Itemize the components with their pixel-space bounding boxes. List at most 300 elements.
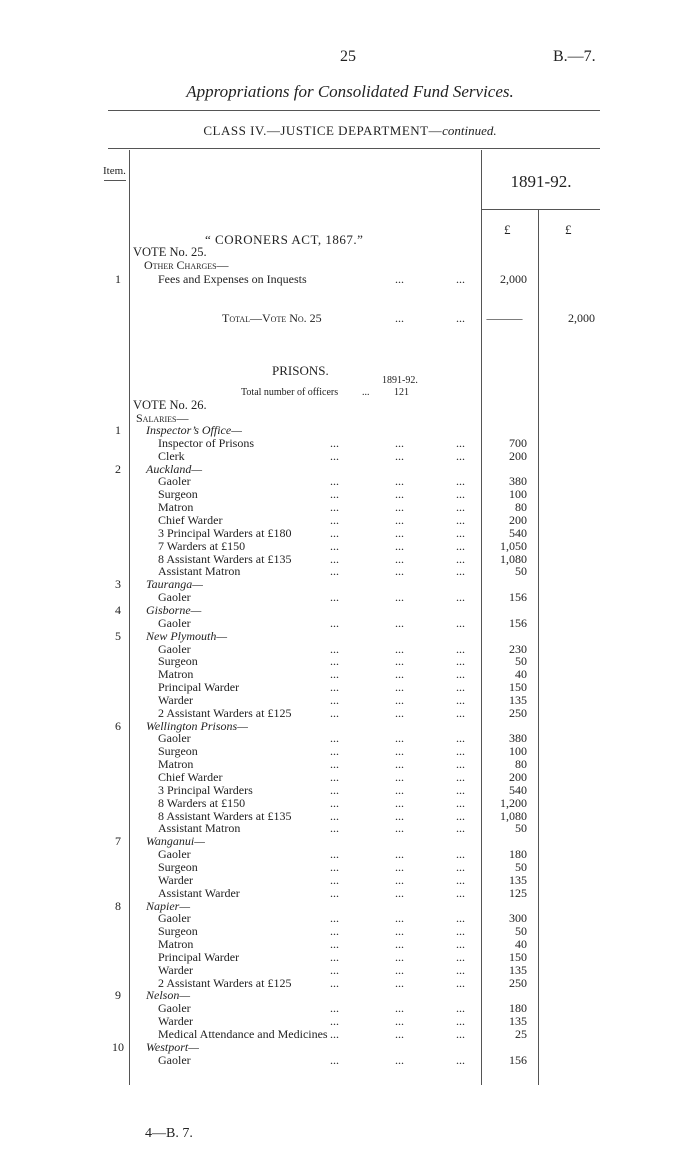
leader-dots: ... [330,538,339,553]
class-heading-main: CLASS IV.—JUSTICE DEPARTMENT— [203,123,443,138]
leader-dots: ... [456,872,465,887]
leader-dots: ... [456,975,465,990]
row-label: 8 Assistant Warders at £135 [158,551,292,566]
leader-dots: ... [330,782,339,797]
row-amount: 380 [509,474,527,489]
row-amount: 135 [509,962,527,977]
table-row [0,951,700,964]
leader-dots: ... [395,744,404,759]
row-amount: 80 [515,757,527,772]
leader-dots: ... [330,551,339,566]
row-amount: 230 [509,641,527,656]
row-label: Gaoler [158,847,191,862]
leader-dots: ... [395,500,404,515]
row-label: Fees and Expenses on Inquests [158,272,307,286]
row-amount: 180 [509,1001,527,1016]
leader-dots: ... [330,1001,339,1016]
leader-dots: ... [395,1052,404,1067]
total-label: Total—Vote No. 25 [222,311,322,325]
station-subheading [0,989,700,1002]
row-label: Surgeon [158,859,198,874]
row-amount: 200 [509,513,527,527]
row-label: Warder [158,692,194,707]
leader-dots: ... [395,564,404,579]
item-number: 2 [115,461,121,476]
row-amount: 50 [515,654,527,669]
leader-dots: ... [330,448,339,463]
row-amount: 50 [515,564,527,579]
leader-dots: ... [395,1027,404,1041]
row-label: Surgeon [158,744,198,759]
vote-25-label: VOTE No. 25. [133,245,207,259]
item-number: 8 [115,898,121,913]
total-amount: 2,000 [568,311,595,325]
item-number: 3 [115,577,121,592]
station-name: Wanganui— [146,834,205,849]
row-amount: 135 [509,692,527,707]
leader-dots: ... [330,435,339,450]
station-subheading [0,578,700,591]
row-amount: 250 [509,705,527,720]
table-row [0,1002,700,1015]
leader-dots: ... [395,538,404,553]
table-row [0,540,700,553]
row-label: Chief Warder [158,513,223,527]
row-label: Gaoler [158,641,191,656]
officers-count: 121 [394,387,409,398]
station-subheading [0,424,700,437]
leader-dots: ... [395,435,404,450]
table-row [0,1028,700,1041]
leader-dots: ... [456,808,465,823]
row-amount: 380 [509,731,527,746]
row-label: Warder [158,872,194,887]
leader-dots: ... [456,487,465,502]
item-number: 1 [115,272,121,286]
row-amount: 100 [509,744,527,759]
leader-dots: ... [456,795,465,810]
leader-dots: ... [456,770,465,784]
leader-dots: ... [456,782,465,797]
row-amount: 100 [509,487,527,502]
item-number: 9 [115,988,121,1003]
leader-dots: ... [330,770,339,784]
table-row [0,977,700,990]
row-amount: 2,000 [500,272,527,286]
row-amount: 150 [509,680,527,694]
row-label: Gaoler [158,474,191,489]
leader-dots: ... [330,1052,339,1067]
leader-dots: ... [395,1001,404,1016]
coroners-heading: “ CORONERS ACT, 1867.” [205,232,364,247]
leader-dots: ... [395,525,404,540]
table-row [0,861,700,874]
row-amount: 300 [509,911,527,926]
row-amount: 125 [509,885,527,900]
leader-dots: ... [330,924,339,939]
row-amount: 25 [515,1027,527,1041]
leader-dots: ... [456,525,465,540]
leader-dots: ... [395,311,404,325]
leader-dots: ... [395,641,404,656]
leader-dots: ... [330,692,339,707]
row-amount: 1,050 [500,538,527,553]
table-row [0,617,700,630]
other-charges-label: Other Charges— [144,258,229,272]
table-row [0,912,700,925]
row-label: Principal Warder [158,949,240,964]
table-row [0,437,700,450]
row-amount: 156 [509,1052,527,1067]
leader-dots: ... [456,1014,465,1029]
vote-26-label: VOTE No. 26. [133,398,207,412]
leader-dots: ... [330,564,339,579]
table-row [0,553,700,566]
row-label: 8 Assistant Warders at £135 [158,808,292,823]
table-row [0,591,700,604]
page-title: Appropriations for Consolidated Fund Services. [186,82,514,101]
salaries-label: Salaries— [136,411,189,425]
row-label: Gaoler [158,1001,191,1016]
item-header-rule [104,180,126,181]
row-amount: 540 [509,782,527,797]
leader-dots: ... [395,795,404,810]
row-amount: 700 [509,435,527,450]
row-label: 2 Assistant Warders at £125 [158,975,292,990]
leader-dots: ... [330,731,339,746]
leader-dots: ... [456,937,465,951]
leader-dots: ... [456,311,465,325]
leader-dots: ... [330,525,339,540]
leader-dots: ... [395,949,404,964]
table-row [0,681,700,694]
leader-dots: ... [456,513,465,527]
leader-dots: ... [456,474,465,489]
table-row [0,822,700,835]
table-row [0,565,700,578]
row-label: Principal Warder [158,680,240,694]
page-footer: 4—B. 7. [145,1126,193,1141]
leader-dots: ... [395,513,404,527]
leader-dots: ... [395,667,404,682]
leader-dots: ... [395,551,404,566]
coroners-item-row [0,273,700,286]
row-label: Gaoler [158,1052,191,1067]
row-amount: 250 [509,975,527,990]
leader-dots: ... [395,962,404,977]
row-label: 2 Assistant Warders at £125 [158,705,292,720]
station-subheading [0,463,700,476]
leader-dots: ... [456,272,465,286]
row-amount: 135 [509,872,527,887]
year-column-header: 1891-92. [510,172,572,191]
leader-dots: ... [395,757,404,772]
leader-dots: ... [330,757,339,772]
title-rule [108,110,600,111]
leader-dots: ... [330,808,339,823]
leader-dots: ... [395,590,404,605]
leader-dots: ... [330,615,339,630]
row-amount: 135 [509,1014,527,1029]
leader-dots: ... [456,692,465,707]
leader-dots: ... [330,500,339,515]
leader-dots: ... [330,641,339,656]
table-row [0,771,700,784]
leader-dots: ... [330,1027,339,1041]
leader-dots: ... [456,911,465,926]
row-label: Matron [158,667,194,682]
row-label: Inspector of Prisons [158,435,254,450]
table-row [0,527,700,540]
leader-dots: ... [456,821,465,836]
row-label: 3 Principal Warders [158,782,253,797]
table-row [0,848,700,861]
leader-dots: ... [456,435,465,450]
row-amount: 200 [509,770,527,784]
leader-dots: ... [330,680,339,694]
row-label: Warder [158,962,194,977]
leader-dots: ... [456,847,465,862]
item-number: 6 [115,718,121,733]
row-amount: 50 [515,821,527,836]
row-label: Gaoler [158,731,191,746]
station-subheading [0,1041,700,1054]
table-row [0,810,700,823]
row-label: Gaoler [158,615,191,630]
leader-dots: ... [395,937,404,951]
station-name: Gisborne— [146,602,202,617]
item-number: 7 [115,834,121,849]
leader-dots: ... [330,654,339,669]
station-name: Auckland— [146,461,202,476]
leader-dots: ... [456,564,465,579]
leader-dots: ... [456,859,465,874]
station-subheading [0,720,700,733]
leader-dots: ... [330,795,339,810]
leader-dots: ... [456,1001,465,1016]
class-heading-continued: continued. [442,123,497,138]
table-row [0,964,700,977]
leader-dots: ... [395,885,404,900]
station-subheading [0,835,700,848]
row-label: Assistant Warder [158,885,240,900]
leader-dots: ... [330,937,339,951]
leader-dots: ... [395,692,404,707]
table-row [0,797,700,810]
row-amount: 156 [509,590,527,605]
row-label: 7 Warders at £150 [158,538,246,553]
class-rule [108,148,600,149]
row-label: Matron [158,500,194,515]
station-subheading [0,604,700,617]
station-name: Wellington Prisons— [146,718,248,733]
table-row [0,514,700,527]
leader-dots: ... [395,808,404,823]
pound-sign-amount: £ [504,222,511,237]
row-amount: 200 [509,448,527,463]
table-row [0,732,700,745]
row-label: Assistant Matron [158,564,241,579]
row-amount: 180 [509,847,527,862]
leader-dots: ... [395,680,404,694]
leader-dots: ... [395,911,404,926]
leader-dots: ... [330,847,339,862]
row-amount: 80 [515,500,527,515]
row-label: Warder [158,1014,194,1029]
leader-dots: ... [330,474,339,489]
leader-dots: ... [395,924,404,939]
leader-dots: ... [330,821,339,836]
table-row [0,887,700,900]
station-subheading [0,900,700,913]
table-row [0,1054,700,1067]
leader-dots: ... [456,962,465,977]
class-heading [0,123,700,139]
leader-dots: ... [330,949,339,964]
row-label: Matron [158,757,194,772]
table-row [0,784,700,797]
table-row [0,707,700,720]
row-label: Chief Warder [158,770,223,784]
leader-dots: ... [456,538,465,553]
table-row [0,694,700,707]
leader-dots: ... [456,500,465,515]
leader-dots: ... [395,1014,404,1029]
leader-dots: ... [456,705,465,720]
leader-dots: ... [330,590,339,605]
leader-dots: ... [330,872,339,887]
leader-dots: ... [456,1052,465,1067]
row-label: Surgeon [158,924,198,939]
leader-dots: ... [330,859,339,874]
leader-dots: ... [456,680,465,694]
leader-dots: ... [395,872,404,887]
station-name: Nelson— [146,988,191,1003]
leader-dots: ... [456,448,465,463]
item-number: 4 [115,602,121,617]
leader-dots: ... [456,590,465,605]
leader-dots: ... [330,885,339,900]
leader-dots: ... [456,949,465,964]
leader-dots: ... [395,859,404,874]
station-name: New Plymouth— [146,628,227,643]
officers-label: Total number of officers [241,387,339,398]
row-label: Assistant Matron [158,821,241,836]
leader-dots: ... [395,654,404,669]
row-label: Gaoler [158,911,191,926]
table-row [0,488,700,501]
row-amount: 1,080 [500,808,527,823]
item-number: 10 [112,1039,124,1054]
leader-dots: ... [456,654,465,669]
leader-dots: ... [456,641,465,656]
leader-dots: ... [330,487,339,502]
table-row [0,938,700,951]
leader-dots: ... [330,744,339,759]
row-amount: 40 [515,667,527,682]
leader-dots: ... [456,1027,465,1041]
table-row [0,874,700,887]
table-row [0,643,700,656]
total-dash: ——— [486,311,523,325]
leader-dots: ... [456,744,465,759]
row-amount: 1,200 [500,795,527,810]
year-header-rule [481,209,600,210]
document-code: B.—7. [553,48,596,65]
leader-dots: ... [395,705,404,720]
table-row [0,745,700,758]
page-number: 25 [340,48,356,65]
leader-dots: ... [330,1014,339,1029]
row-label: 8 Warders at £150 [158,795,246,810]
row-label: Surgeon [158,487,198,502]
leader-dots: ... [362,387,370,398]
row-label: Surgeon [158,654,198,669]
row-label: Clerk [158,448,185,463]
leader-dots: ... [395,847,404,862]
item-column-header: Item. [103,165,126,177]
leader-dots: ... [395,975,404,990]
officers-year: 1891-92. [382,375,418,386]
table-row [0,1015,700,1028]
pound-sign-total: £ [565,222,572,237]
leader-dots: ... [395,782,404,797]
table-row [0,758,700,771]
row-label: Gaoler [158,590,191,605]
coroners-total-row [0,312,700,325]
table-row [0,655,700,668]
station-name: Tauranga— [146,577,203,592]
leader-dots: ... [395,474,404,489]
leader-dots: ... [330,667,339,682]
leader-dots: ... [330,513,339,527]
station-name: Napier— [146,898,191,913]
leader-dots: ... [456,667,465,682]
row-amount: 540 [509,525,527,540]
row-amount: 1,080 [500,551,527,566]
leader-dots: ... [395,821,404,836]
leader-dots: ... [456,885,465,900]
prisons-heading: PRISONS. [272,363,329,378]
leader-dots: ... [330,705,339,720]
row-amount: 156 [509,615,527,630]
station-subheading [0,630,700,643]
leader-dots: ... [330,962,339,977]
row-amount: 150 [509,949,527,964]
row-label: 3 Principal Warders at £180 [158,525,292,540]
leader-dots: ... [395,487,404,502]
leader-dots: ... [395,448,404,463]
row-amount: 40 [515,937,527,951]
leader-dots: ... [456,757,465,772]
leader-dots: ... [395,272,404,286]
leader-dots: ... [330,911,339,926]
station-name: Westport— [146,1039,199,1054]
table-row [0,668,700,681]
item-number: 5 [115,628,121,643]
leader-dots: ... [330,975,339,990]
table-row [0,450,700,463]
table-row [0,501,700,514]
leader-dots: ... [456,731,465,746]
row-amount: 50 [515,924,527,939]
leader-dots: ... [456,615,465,630]
station-name: Inspector’s Office— [146,423,242,437]
item-number: 1 [115,423,121,437]
row-label: Matron [158,937,194,951]
row-label: Medical Attendance and Medicines [158,1027,328,1041]
table-row [0,925,700,938]
